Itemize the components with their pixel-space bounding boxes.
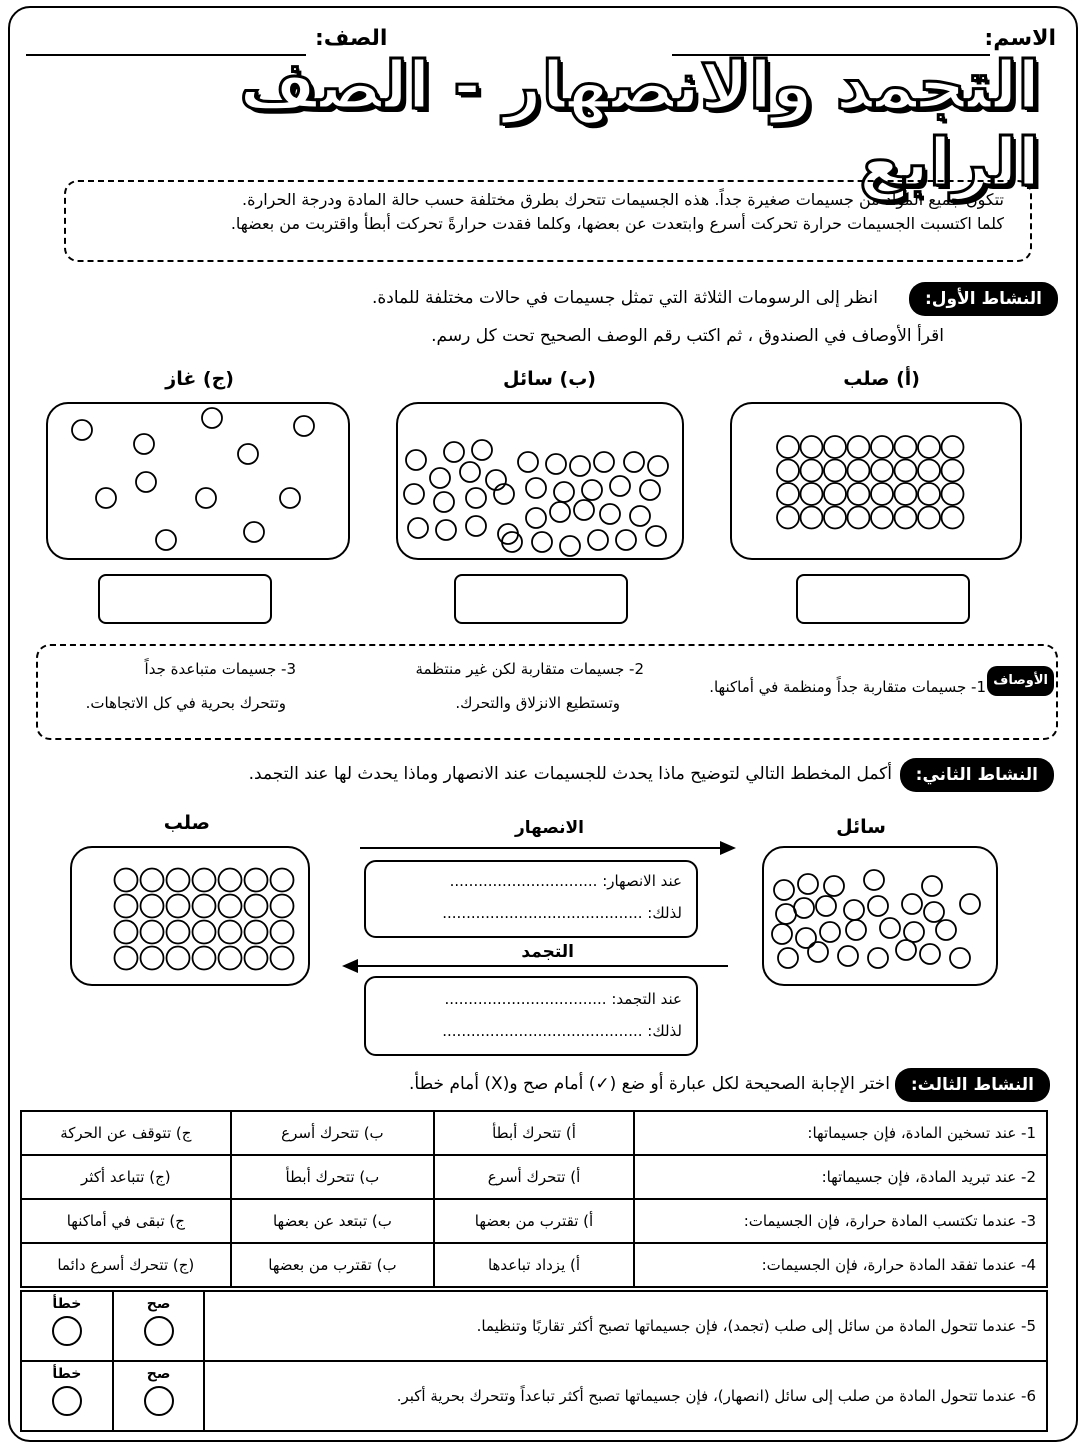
diagram-solid-particles: [70, 846, 310, 986]
false-circle[interactable]: [52, 1386, 82, 1416]
particle: [193, 869, 216, 892]
particle: [895, 460, 917, 482]
particle: [808, 942, 828, 962]
particle: [271, 895, 294, 918]
diagram-liquid-label: سائل: [836, 816, 886, 838]
mcq-row: [21, 1199, 1047, 1243]
particle: [271, 947, 294, 970]
particle: [801, 507, 823, 529]
activity1-instruction-2: اقرأ الأوصاف في الصندوق ، ثم اكتب رقم الوصف الصحيح تحت كل رسم.: [431, 326, 944, 346]
particle: [871, 507, 893, 529]
freezing-line-1[interactable]: عند التجمد: ..................................: [444, 990, 682, 1008]
particle: [219, 869, 242, 892]
question-text: 2- عند تبريد المادة، فإن جسيماتها:: [634, 1155, 1047, 1199]
particle: [406, 450, 426, 470]
melting-line-1[interactable]: عند الانصهار: ...............................: [449, 872, 682, 890]
freezing-answer-box[interactable]: [364, 976, 698, 1056]
melting-arrow: [358, 838, 738, 858]
particle: [156, 530, 176, 550]
particle: [244, 522, 264, 542]
diagram-solid-label: صلب: [163, 812, 210, 834]
particle: [848, 483, 870, 505]
particle: [942, 460, 964, 482]
particle: [922, 876, 942, 896]
particle: [141, 921, 164, 944]
false-label: خطأ: [52, 1296, 82, 1312]
particle: [630, 506, 650, 526]
particle: [794, 898, 814, 918]
melting-answer-box[interactable]: [364, 860, 698, 938]
true-circle[interactable]: [144, 1316, 174, 1346]
particle: [245, 869, 268, 892]
particle: [546, 454, 566, 474]
particle: [896, 940, 916, 960]
intro-line-2: كلما اكتسبت الجسيمات حرارة تحركت أسرع وابتعدت عن بعضها، وكلما فقدت حرارةً تحركت أبطأ واقتربت من بعضها.: [230, 214, 1004, 233]
particle: [167, 869, 190, 892]
particle: [594, 452, 614, 472]
particle: [196, 488, 216, 508]
particle: [820, 922, 840, 942]
particle: [202, 408, 222, 428]
particle: [444, 442, 464, 462]
particle: [588, 530, 608, 550]
particle: [141, 869, 164, 892]
particle: [498, 524, 518, 544]
mcq-row: [21, 1111, 1047, 1155]
freezing-label: التجمد: [521, 942, 574, 962]
particle: [141, 947, 164, 970]
particle: [924, 902, 944, 922]
particle: [848, 460, 870, 482]
particle: [777, 436, 799, 458]
option-a[interactable]: أ) تقترب من بعضها: [434, 1199, 634, 1243]
particle: [434, 492, 454, 512]
freezing-arrow: [340, 956, 730, 976]
solid-answer-box[interactable]: [796, 574, 970, 624]
particle: [880, 918, 900, 938]
particle: [777, 507, 799, 529]
gas-answer-box[interactable]: [98, 574, 272, 624]
melting-line-2[interactable]: لذلك: ..........................................: [442, 904, 682, 922]
particle: [824, 436, 846, 458]
particle: [871, 460, 893, 482]
liquid-label: (ب) سائل: [503, 368, 596, 390]
particle: [574, 500, 594, 520]
true-false-table: [20, 1290, 1048, 1432]
particle: [920, 944, 940, 964]
particle: [871, 483, 893, 505]
particle: [502, 532, 522, 552]
particle: [936, 920, 956, 940]
particle: [824, 460, 846, 482]
particle: [778, 948, 798, 968]
particle: [526, 478, 546, 498]
name-label: الاسم:: [984, 26, 1056, 51]
particle: [167, 921, 190, 944]
option-c[interactable]: (ج) تتحرك أسرع دائما: [21, 1243, 231, 1287]
particle: [646, 526, 666, 546]
particle: [796, 928, 816, 948]
option-b[interactable]: ب) تتحرك أسرع: [231, 1111, 435, 1155]
solid-label: (أ) صلب: [843, 368, 920, 390]
particle: [466, 488, 486, 508]
true-circle[interactable]: [144, 1386, 174, 1416]
particle: [777, 483, 799, 505]
question-text: 4- عندما تفقد المادة حرارة، فإن الجسيمات:: [634, 1243, 1047, 1287]
questions-table: [20, 1110, 1048, 1288]
mcq-row: [21, 1243, 1047, 1287]
particle: [904, 922, 924, 942]
particle: [193, 921, 216, 944]
description-1: 1- جسيمات متقاربة جداً ومنظمة في أماكنها.: [709, 678, 986, 696]
particle: [238, 444, 258, 464]
particle: [245, 921, 268, 944]
activity3-badge: النشاط الثالث:: [895, 1068, 1050, 1102]
particle: [141, 895, 164, 918]
particle: [560, 536, 580, 556]
activity2-badge: النشاط الثاني:: [900, 758, 1054, 792]
particle: [824, 483, 846, 505]
particle: [616, 530, 636, 550]
true-option[interactable]: [113, 1361, 205, 1431]
true-option[interactable]: [113, 1291, 205, 1361]
particle: [219, 921, 242, 944]
particle: [532, 532, 552, 552]
particle: [895, 436, 917, 458]
particle: [193, 895, 216, 918]
option-b[interactable]: ب) تقترب من بعضها: [231, 1243, 435, 1287]
particle: [96, 488, 116, 508]
class-label: الصف:: [315, 26, 388, 51]
particle: [466, 516, 486, 536]
particle: [72, 420, 92, 440]
particle: [844, 900, 864, 920]
particle: [950, 948, 970, 968]
melting-label: الانصهار: [514, 818, 584, 838]
activity1-badge: النشاط الأول:: [909, 282, 1058, 316]
particle: [460, 462, 480, 482]
particle: [776, 904, 796, 924]
intro-box: [64, 180, 1032, 262]
particle: [271, 921, 294, 944]
particle: [167, 895, 190, 918]
particle: [942, 436, 964, 458]
option-c[interactable]: (ج) تتباعد أكثر: [21, 1155, 231, 1199]
description-3-line-2: وتتحرك بحرية في كل الاتجاهات.: [85, 694, 286, 712]
description-2-line-2: وتستطيع الانزلاق والتحرك.: [455, 694, 620, 712]
particle: [554, 482, 574, 502]
particle: [824, 876, 844, 896]
question-text: 3- عندما تكتسب المادة حرارة، فإن الجسيمات:: [634, 1199, 1047, 1243]
gas-particles: [46, 402, 350, 560]
particle: [772, 924, 792, 944]
tf-question: 5- عندما تتحول المادة من سائل إلى صلب (تجمد)، فإن جسيماتها تصبح أكثر تقاربًا وتنظيما.: [204, 1291, 1047, 1361]
particle: [895, 483, 917, 505]
particle: [895, 507, 917, 529]
particle: [245, 947, 268, 970]
particle: [294, 416, 314, 436]
activity1-instruction-1: انظر إلى الرسومات الثلاثة التي تمثل جسيمات في حالات مختلفة للمادة.: [371, 288, 878, 308]
tf-row: [21, 1291, 1047, 1361]
particle: [848, 436, 870, 458]
false-option[interactable]: [21, 1291, 113, 1361]
particle: [871, 436, 893, 458]
particle: [918, 436, 940, 458]
tf-row: [21, 1361, 1047, 1431]
diagram-liquid-particles: [762, 846, 998, 986]
particle: [902, 894, 922, 914]
option-a[interactable]: أ) يزداد تباعدها: [434, 1243, 634, 1287]
particle: [801, 483, 823, 505]
false-option[interactable]: [21, 1361, 113, 1431]
particle: [798, 874, 818, 894]
option-c[interactable]: ج) تبقى في أماكنها: [21, 1199, 231, 1243]
option-b[interactable]: ب) تتحرك أبطأ: [231, 1155, 435, 1199]
particle: [801, 460, 823, 482]
particle: [219, 947, 242, 970]
particle: [408, 518, 428, 538]
false-label: خطأ: [52, 1366, 82, 1382]
particle: [518, 452, 538, 472]
true-label: صح: [146, 1296, 171, 1312]
intro-line-1: تتكون جميع المواد من جسيمات صغيرة جداً. هذه الجسيمات تتحرك بطرق مختلفة حسب حالة المادة ودرجة الحرارة.: [242, 190, 1004, 209]
particle: [610, 476, 630, 496]
description-3-line-1: 3- جسيمات متباعدة جداً: [144, 660, 296, 678]
particle: [864, 870, 884, 890]
particle: [167, 947, 190, 970]
particle: [193, 947, 216, 970]
particle: [838, 946, 858, 966]
particle: [801, 436, 823, 458]
tf-question: 6- عندما تتحول المادة من صلب إلى سائل (انصهار)، فإن جسيماتها تصبح أكثر تباعداً وتتحرك بحرية أكبر.: [204, 1361, 1047, 1431]
particle: [846, 920, 866, 940]
description-2-line-1: 2- جسيمات متقاربة لكن غير منتظمة: [415, 660, 644, 678]
particle: [816, 896, 836, 916]
liquid-answer-box[interactable]: [454, 574, 628, 624]
particle: [134, 434, 154, 454]
particle: [115, 921, 138, 944]
particle: [640, 480, 660, 500]
particle: [472, 440, 492, 460]
activity3-instruction: اختر الإجابة الصحيحة لكل عبارة أو ضع (✓) أمام صح و(X) أمام خطأ.: [409, 1074, 890, 1094]
particle: [219, 895, 242, 918]
particle: [115, 895, 138, 918]
particle: [582, 480, 602, 500]
particle: [777, 460, 799, 482]
particle: [942, 507, 964, 529]
particle: [115, 947, 138, 970]
particle: [404, 484, 424, 504]
false-circle[interactable]: [52, 1316, 82, 1346]
particle: [868, 896, 888, 916]
particle: [271, 869, 294, 892]
particle: [245, 895, 268, 918]
particle: [136, 472, 156, 492]
particle: [868, 948, 888, 968]
particle: [570, 456, 590, 476]
freezing-line-2[interactable]: لذلك: ..........................................: [442, 1022, 682, 1040]
solid-particles: [730, 402, 1022, 560]
question-text: 1- عند تسخين المادة، فإن جسيماتها:: [634, 1111, 1047, 1155]
particle: [918, 507, 940, 529]
liquid-particles: [396, 402, 684, 560]
particle: [960, 894, 980, 914]
particle: [115, 869, 138, 892]
descriptions-box: [36, 644, 1058, 740]
mcq-row: [21, 1155, 1047, 1199]
particle: [848, 507, 870, 529]
option-a[interactable]: أ) تتحرك أبطأ: [434, 1111, 634, 1155]
option-c[interactable]: ج) تتوقف عن الحركة: [21, 1111, 231, 1155]
particle: [526, 508, 546, 528]
page-title: التجمد والانصهار - الصف الرابع: [239, 47, 1040, 201]
activity2-instruction: أكمل المخطط التالي لتوضيح ماذا يحدث للجسيمات عند الانصهار وماذا يحدث لها عند التجمد.: [248, 764, 892, 784]
particle: [600, 504, 620, 524]
particle: [918, 460, 940, 482]
particle: [280, 488, 300, 508]
particle: [550, 502, 570, 522]
option-b[interactable]: ب) تبتعد عن بعضها: [231, 1199, 435, 1243]
particle: [430, 468, 450, 488]
particle: [624, 452, 644, 472]
particle: [918, 483, 940, 505]
gas-label: (ج) غاز: [165, 368, 234, 390]
option-a[interactable]: أ) تتحرك أسرع: [434, 1155, 634, 1199]
true-label: صح: [146, 1366, 171, 1382]
particle: [774, 880, 794, 900]
particle: [824, 507, 846, 529]
descriptions-badge: الأوصاف: [987, 666, 1054, 696]
particle: [942, 483, 964, 505]
particle: [648, 456, 668, 476]
particle: [436, 520, 456, 540]
